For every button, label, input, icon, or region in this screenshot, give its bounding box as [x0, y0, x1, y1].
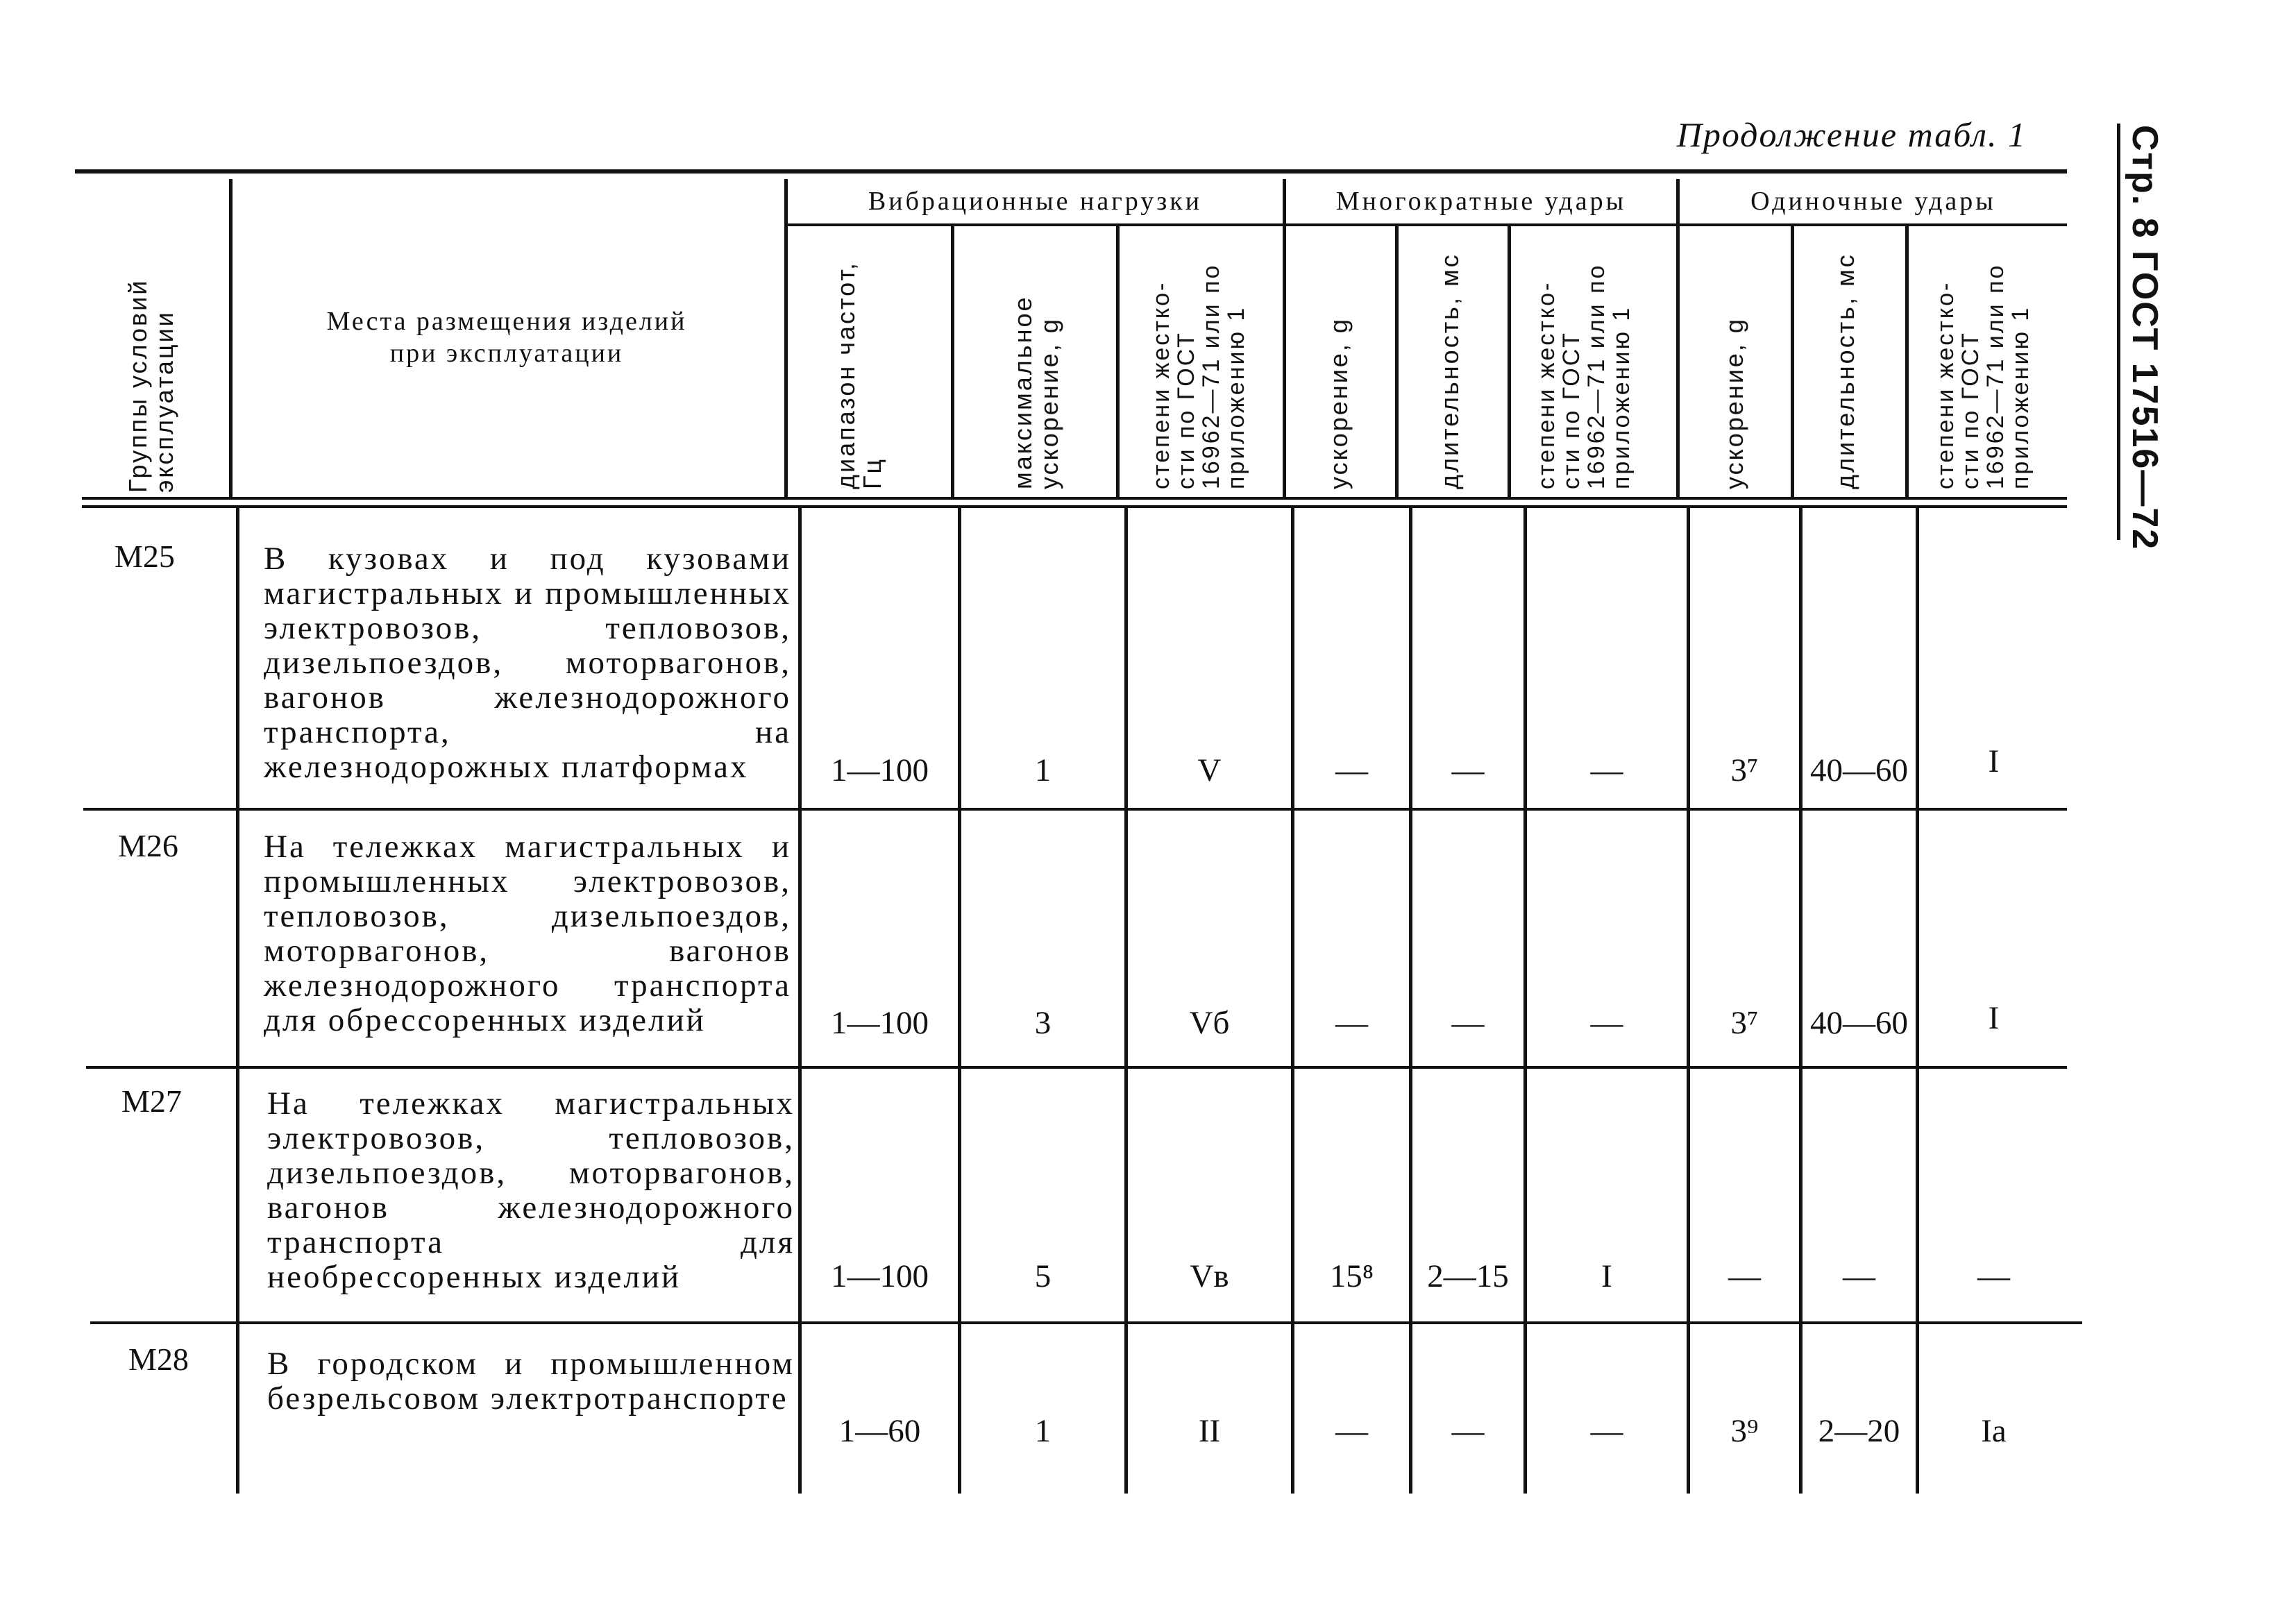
body-v-9	[1799, 508, 1803, 1494]
vibration-degree: Vв	[1190, 1258, 1229, 1294]
multi-acceleration: —	[1335, 1005, 1368, 1041]
vibration-degree: II	[1198, 1413, 1221, 1449]
body-v-1	[236, 508, 239, 1494]
freq-range: 1—60	[838, 1413, 921, 1449]
multi-duration: —	[1451, 1005, 1485, 1041]
row-sep-2	[86, 1066, 2067, 1069]
group-header-rule	[788, 223, 2067, 226]
hdr-v-7	[1508, 225, 1511, 500]
body-v-2	[798, 508, 802, 1494]
continuation-title: Продолжение табл. 1	[1676, 115, 2027, 154]
group-code: М27	[121, 1083, 182, 1119]
single-duration: 2—20	[1818, 1413, 1900, 1449]
body-v-3	[958, 508, 961, 1494]
table-top-rule	[75, 169, 2067, 174]
page-side-header	[2117, 125, 2172, 551]
hdr-v-10	[1905, 225, 1909, 500]
header-groups: Группы условий эксплуатации	[124, 278, 178, 493]
single-duration: 40—60	[1810, 752, 1908, 788]
header-places: Места размещения изделий при эксплуатации	[326, 307, 687, 368]
placement-description: В городском и промышленном безрельсовом электротранспорте	[267, 1346, 795, 1416]
body-v-5	[1291, 508, 1294, 1494]
single-duration: —	[1843, 1258, 1875, 1294]
group-code: М28	[128, 1342, 189, 1377]
body-v-8	[1687, 508, 1690, 1494]
vibration-degree: V	[1197, 752, 1222, 788]
single-degree: I	[1988, 743, 2000, 779]
header-max-acc: максимальное ускорение, g	[1008, 295, 1063, 489]
multi-duration: 2—15	[1427, 1258, 1509, 1294]
header-multi-dur: длительность, мс	[1435, 253, 1464, 489]
freq-range: 1—100	[831, 752, 929, 788]
side-header-text: Стр. 8 ГОСТ 17516—72	[2125, 125, 2165, 551]
max-acceleration: 3	[1034, 1005, 1052, 1041]
header-vib-degree: степени жестко- сти по ГОСТ 16962—71 или по приложению 1	[1148, 263, 1249, 489]
header-bottom-rule-1	[82, 497, 2067, 500]
multi-acceleration: —	[1335, 1413, 1368, 1449]
hdr-v-6	[1395, 225, 1399, 500]
max-acceleration: 1	[1034, 752, 1052, 788]
hdr-v-1	[229, 179, 233, 500]
freq-range: 1—100	[831, 1005, 929, 1041]
multi-degree: I	[1601, 1258, 1612, 1294]
hdr-v-8	[1676, 179, 1680, 500]
hdr-v-2	[784, 179, 788, 500]
body-v-6	[1409, 508, 1412, 1494]
single-degree: —	[1977, 1258, 2010, 1294]
hdr-v-9	[1791, 225, 1794, 500]
freq-range: 1—100	[831, 1258, 929, 1294]
multi-degree: —	[1590, 752, 1623, 788]
side-rule	[2117, 124, 2120, 540]
multi-duration: —	[1451, 752, 1485, 788]
multi-degree: —	[1590, 1413, 1623, 1449]
header-single-degree: степени жестко- сти по ГОСТ 16962—71 или по приложению 1	[1932, 263, 2034, 489]
header-bottom-rule-2	[82, 505, 2067, 508]
single-degree: I	[1988, 1000, 2000, 1036]
row-sep-3	[90, 1321, 2082, 1324]
header-multi-acc: ускорение, g	[1324, 317, 1353, 489]
header-single-dur: длительность, мс	[1831, 253, 1859, 489]
group-code: М25	[115, 539, 175, 574]
header-multi-shocks: Многократные удары	[1335, 187, 1627, 216]
header-single-acc: ускорение, g	[1720, 317, 1748, 489]
single-acceleration: 3⁷	[1730, 752, 1759, 788]
body-v-7	[1523, 508, 1527, 1494]
placement-description: В кузовах и под кузовами магистральных и промышленных электровозов, тепловозов, дизельпоездов, моторвагонов, вагонов железнодорожного транспорта, на железнодорожных платформах	[264, 541, 791, 785]
single-duration: 40—60	[1810, 1005, 1908, 1041]
header-vibration: Вибрационные нагрузки	[868, 187, 1203, 216]
hdr-v-4	[1116, 225, 1120, 500]
header-freq: диапазон частот, Гц	[831, 261, 886, 489]
multi-acceleration: 15⁸	[1329, 1258, 1374, 1294]
hdr-v-5	[1283, 179, 1286, 500]
placement-description: На тележках магистральных и промышленных электровозов, тепловозов, дизельпоездов, моторвагонов, вагонов железнодорожного транспорта для обрессоренных изделий	[264, 829, 791, 1038]
max-acceleration: 1	[1034, 1413, 1052, 1449]
header-multi-degree: степени жестко- сти по ГОСТ 16962—71 или по приложению 1	[1533, 263, 1635, 489]
single-acceleration: —	[1728, 1258, 1761, 1294]
multi-acceleration: —	[1335, 752, 1368, 788]
hdr-v-3	[951, 225, 954, 500]
multi-degree: —	[1590, 1005, 1623, 1041]
single-degree: Iа	[1981, 1413, 2007, 1449]
header-single-shocks: Одиночные удары	[1750, 187, 1996, 216]
vibration-degree: Vб	[1189, 1005, 1230, 1041]
max-acceleration: 5	[1034, 1258, 1052, 1294]
single-acceleration: 3⁹	[1730, 1413, 1759, 1449]
placement-description: На тележках магистральных электровозов, тепловозов, дизельпоездов, моторвагонов, вагонов железнодорожного транспорта для необрессоренных изделий	[267, 1085, 795, 1295]
group-code: М26	[118, 828, 178, 863]
single-acceleration: 3⁷	[1730, 1005, 1759, 1041]
row-sep-1	[83, 808, 2067, 811]
multi-duration: —	[1451, 1413, 1485, 1449]
body-v-4	[1124, 508, 1128, 1494]
